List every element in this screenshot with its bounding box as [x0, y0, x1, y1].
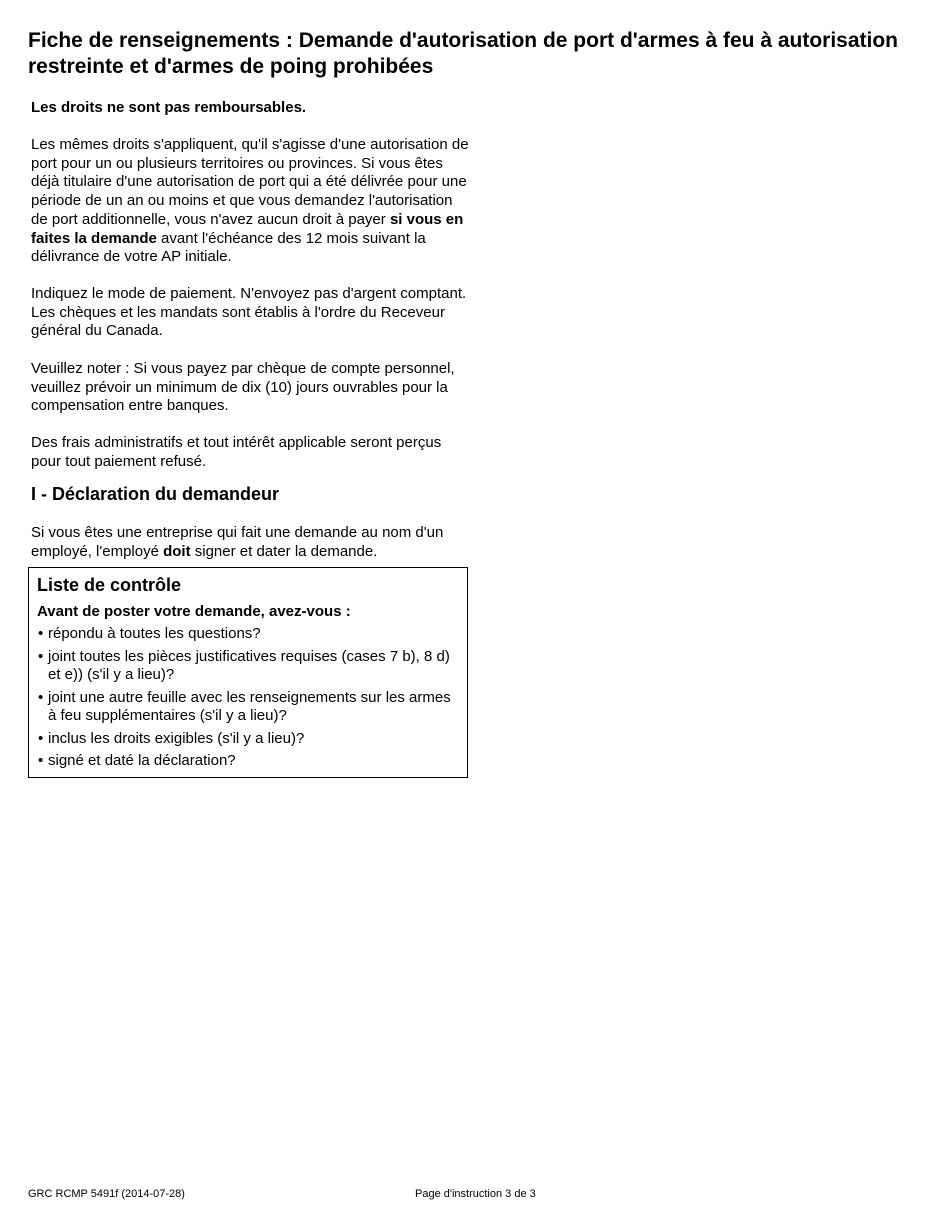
fees-notice: Les droits ne sont pas remboursables. [31, 99, 307, 116]
fees-paragraph [31, 136, 471, 267]
bullet-icon: • [38, 752, 44, 769]
checklist-list [37, 625, 459, 771]
bullet-icon: • [38, 729, 44, 747]
declaration-emphasis: doit [163, 542, 191, 560]
cheque-note-paragraph: Veuillez noter : Si vous payez par chèque de compte personnel, veuillez prévoir un minimum de dix (10) jours ouvrables pour la compensation entre banques. [31, 360, 455, 415]
section-heading-declaration: I - Déclaration du demandeur [31, 484, 280, 504]
checklist-item [37, 730, 459, 749]
checklist-title: Liste de contrôle [37, 575, 182, 595]
checklist-item-text: répondu à toutes les questions? [48, 625, 261, 642]
checklist-item [37, 625, 459, 644]
checklist-item-text: joint toutes les pièces justificatives requises (cases 7 b), 8 d) et e)) (s'il y a lieu)? [48, 647, 450, 683]
declaration-text-end: signer et dater la demande. [190, 542, 378, 560]
checklist-item-text: inclus les droits exigibles (s'il y a lieu)? [48, 729, 305, 747]
checklist-item [37, 689, 459, 726]
bullet-icon: • [38, 688, 44, 706]
form-number: GRC RCMP 5491f (2014-07-28) [28, 1188, 185, 1200]
declaration-paragraph [31, 524, 471, 561]
page-title: Fiche de renseignements : Demande d'autorisation de port d'armes à feu à autorisation restreinte et d'armes de poing prohibées [28, 29, 899, 78]
checklist-item [37, 752, 459, 771]
bullet-icon: • [38, 647, 44, 665]
page-indicator: Page d'instruction 3 de 3 [415, 1188, 536, 1200]
checklist-box [28, 567, 468, 778]
checklist-intro: Avant de poster votre demande, avez-vous : [37, 603, 351, 620]
fees-paragraph-text-start: Les mêmes droits s'appliquent, qu'il s'agisse d'une autorisation de port pour un ou plusieurs territoires ou provinces. Si vous êtes déjà titulaire d'une autorisation de port qui a été délivrée pour une période de un an ou moins et que vous demandez l'autorisation de port additionnelle, vous n'avez aucun droit à payer [31, 136, 469, 228]
fees-paragraph-emphasis: si vous en faites la demande [31, 210, 464, 247]
refused-payment-paragraph: Des frais administratifs et tout intérêt applicable seront perçus pour tout paiement refusé. [31, 434, 442, 470]
checklist-item-text: joint une autre feuille avec les renseignements sur les armes à feu supplémentaires (s'il y a lieu)? [48, 688, 451, 724]
bullet-icon: • [38, 625, 44, 642]
fees-paragraph-text-end: avant l'échéance des 12 mois suivant la délivrance de votre AP initiale. [31, 229, 426, 266]
payment-method-paragraph: Indiquez le mode de paiement. N'envoyez pas d'argent comptant. Les chèques et les mandats sont établis à l'ordre du Receveur général du Canada. [31, 285, 467, 340]
checklist-item [37, 648, 459, 685]
declaration-text-start: Si vous êtes une entreprise qui fait une demande au nom d'un employé, l'employé [31, 524, 444, 560]
checklist-item-text: signé et daté la déclaration? [48, 752, 236, 769]
